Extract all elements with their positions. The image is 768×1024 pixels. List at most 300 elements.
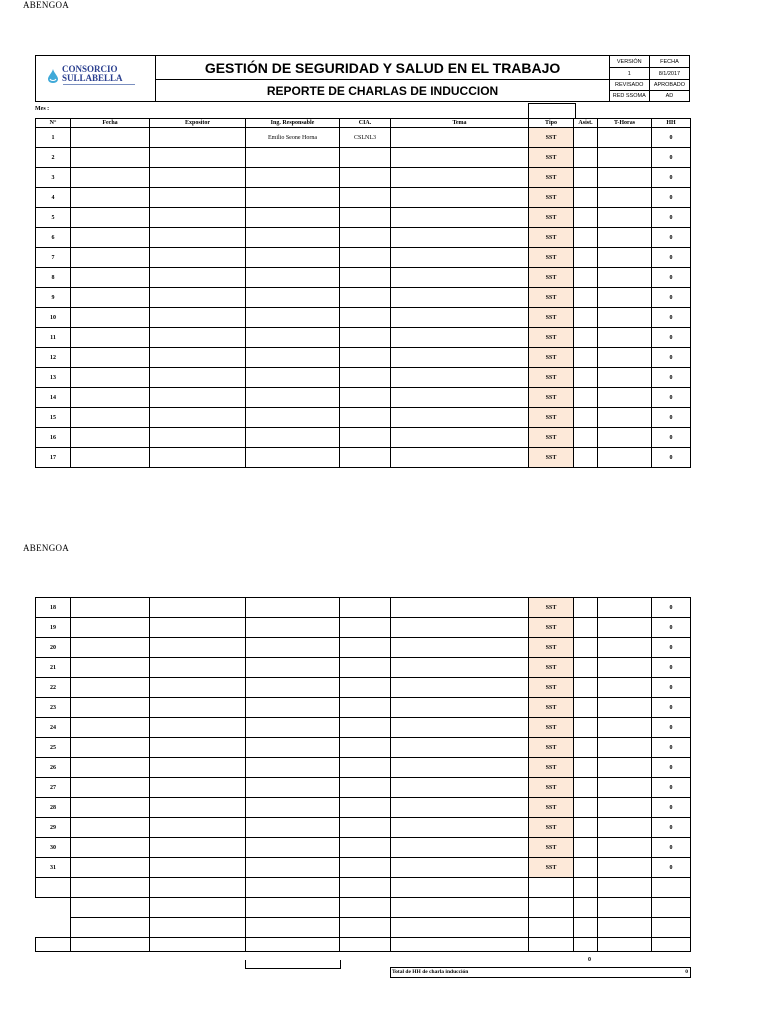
col-hh-cell[interactable]: 0	[652, 838, 691, 858]
col-asist-cell[interactable]	[574, 168, 598, 188]
col-asist-cell[interactable]	[574, 618, 598, 638]
col-tipo-cell[interactable]: SST	[529, 618, 574, 638]
col-fecha-cell[interactable]	[71, 388, 150, 408]
col-fecha-cell[interactable]	[71, 268, 150, 288]
col-numero-cell[interactable]: 2	[36, 148, 71, 168]
col-cia-cell[interactable]	[340, 388, 391, 408]
col-hh-cell[interactable]: 0	[652, 148, 691, 168]
col-cia-cell[interactable]	[340, 898, 391, 918]
col-ing-responsable-cell[interactable]	[246, 838, 340, 858]
col-tipo-cell[interactable]: SST	[529, 838, 574, 858]
col-asist-cell[interactable]	[574, 148, 598, 168]
col-hh-cell[interactable]: 0	[652, 638, 691, 658]
col-t-horas-cell[interactable]	[598, 738, 652, 758]
col-tema-cell[interactable]	[391, 368, 529, 388]
col-fecha-cell[interactable]	[71, 208, 150, 228]
col-hh-cell[interactable]: 0	[652, 268, 691, 288]
col-numero-cell[interactable]: 30	[36, 838, 71, 858]
col-fecha-cell[interactable]	[71, 938, 150, 952]
col-cia-cell[interactable]	[340, 208, 391, 228]
col-asist-cell[interactable]	[574, 248, 598, 268]
col-tipo-cell[interactable]: SST	[529, 128, 574, 148]
col-numero-cell[interactable]: 12	[36, 348, 71, 368]
col-numero-cell[interactable]: 4	[36, 188, 71, 208]
col-tipo-cell[interactable]: SST	[529, 308, 574, 328]
col-numero-cell[interactable]: 27	[36, 778, 71, 798]
col-ing-responsable-cell[interactable]	[246, 738, 340, 758]
col-ing-responsable-cell[interactable]	[246, 368, 340, 388]
col-ing-responsable-cell[interactable]	[246, 208, 340, 228]
col-asist-cell[interactable]	[574, 678, 598, 698]
col-cia-cell[interactable]	[340, 228, 391, 248]
col-ing-responsable-cell[interactable]	[246, 878, 340, 898]
col-fecha-cell[interactable]	[71, 408, 150, 428]
col-ing-responsable-cell[interactable]	[246, 818, 340, 838]
col-t-horas-cell[interactable]	[598, 328, 652, 348]
col-tipo-cell[interactable]: SST	[529, 408, 574, 428]
col-numero-cell[interactable]: 22	[36, 678, 71, 698]
col-tipo-cell[interactable]: SST	[529, 228, 574, 248]
col-tema-cell[interactable]	[391, 698, 529, 718]
col-tema-cell[interactable]	[391, 328, 529, 348]
col-ing-responsable-cell[interactable]	[246, 348, 340, 368]
col-numero-cell[interactable]: 13	[36, 368, 71, 388]
col-hh-cell[interactable]: 0	[652, 288, 691, 308]
col-tipo-cell[interactable]: SST	[529, 168, 574, 188]
col-tipo-cell[interactable]: SST	[529, 348, 574, 368]
col-ing-responsable-cell[interactable]	[246, 448, 340, 468]
col-tema-cell[interactable]	[391, 938, 529, 952]
col-cia-cell[interactable]	[340, 938, 391, 952]
col-cia-cell[interactable]	[340, 818, 391, 838]
col-fecha-cell[interactable]	[71, 838, 150, 858]
col-tipo-cell[interactable]: SST	[529, 598, 574, 618]
col-asist-cell[interactable]	[574, 188, 598, 208]
col-expositor-cell[interactable]	[150, 228, 246, 248]
col-asist-cell[interactable]	[574, 128, 598, 148]
col-expositor-cell[interactable]	[150, 448, 246, 468]
col-expositor-cell[interactable]	[150, 858, 246, 878]
col-tema-cell[interactable]	[391, 878, 529, 898]
col-expositor-cell[interactable]	[150, 638, 246, 658]
col-asist-cell[interactable]	[574, 308, 598, 328]
col-fecha-cell[interactable]	[71, 598, 150, 618]
col-cia-cell[interactable]	[340, 878, 391, 898]
col-asist-cell[interactable]	[574, 878, 598, 898]
col-t-horas-cell[interactable]	[598, 818, 652, 838]
col-ing-responsable-cell[interactable]	[246, 898, 340, 918]
col-ing-responsable-cell[interactable]	[246, 188, 340, 208]
col-tema-cell[interactable]	[391, 348, 529, 368]
col-numero-cell[interactable]: 29	[36, 818, 71, 838]
col-t-horas-cell[interactable]	[598, 308, 652, 328]
col-asist-cell[interactable]	[574, 898, 598, 918]
col-t-horas-cell[interactable]	[598, 428, 652, 448]
col-fecha-cell[interactable]	[71, 918, 150, 938]
col-asist-cell[interactable]	[574, 368, 598, 388]
col-expositor-cell[interactable]	[150, 738, 246, 758]
col-t-horas-cell[interactable]	[598, 188, 652, 208]
col-hh-cell[interactable]: 0	[652, 658, 691, 678]
col-tipo-cell[interactable]: SST	[529, 208, 574, 228]
col-fecha-cell[interactable]	[71, 188, 150, 208]
col-fecha-cell[interactable]	[71, 658, 150, 678]
col-asist-cell[interactable]	[574, 288, 598, 308]
col-asist-cell[interactable]	[574, 938, 598, 952]
col-tema-cell[interactable]	[391, 408, 529, 428]
col-tema-cell[interactable]	[391, 778, 529, 798]
col-cia-cell[interactable]	[340, 738, 391, 758]
col-t-horas-cell[interactable]	[598, 758, 652, 778]
col-ing-responsable-cell[interactable]	[246, 288, 340, 308]
col-asist-cell[interactable]	[574, 858, 598, 878]
col-tipo-cell[interactable]	[529, 938, 574, 952]
col-numero-cell[interactable]: 8	[36, 268, 71, 288]
col-tema-cell[interactable]	[391, 718, 529, 738]
col-ing-responsable-cell[interactable]	[246, 328, 340, 348]
col-ing-responsable-cell[interactable]	[246, 248, 340, 268]
col-tipo-cell[interactable]: SST	[529, 448, 574, 468]
col-cia-cell[interactable]	[340, 148, 391, 168]
col-numero-cell[interactable]: 17	[36, 448, 71, 468]
col-fecha-cell[interactable]	[71, 248, 150, 268]
col-tema-cell[interactable]	[391, 388, 529, 408]
col-ing-responsable-cell[interactable]	[246, 758, 340, 778]
col-tipo-cell[interactable]: SST	[529, 388, 574, 408]
col-asist-cell[interactable]	[574, 638, 598, 658]
col-t-horas-cell[interactable]	[598, 148, 652, 168]
col-tema-cell[interactable]	[391, 288, 529, 308]
col-fecha-cell[interactable]	[71, 638, 150, 658]
col-numero-cell[interactable]: 7	[36, 248, 71, 268]
col-numero-cell[interactable]	[36, 938, 71, 952]
col-hh-cell[interactable]: 0	[652, 678, 691, 698]
col-tipo-cell[interactable]: SST	[529, 148, 574, 168]
col-tipo-cell[interactable]: SST	[529, 738, 574, 758]
col-ing-responsable-cell[interactable]	[246, 618, 340, 638]
col-fecha-cell[interactable]	[71, 618, 150, 638]
col-asist-cell[interactable]	[574, 328, 598, 348]
col-ing-responsable-cell[interactable]	[246, 698, 340, 718]
col-t-horas-cell[interactable]	[598, 368, 652, 388]
col-expositor-cell[interactable]	[150, 388, 246, 408]
col-ing-responsable-cell[interactable]	[246, 658, 340, 678]
col-ing-responsable-cell[interactable]	[246, 638, 340, 658]
col-asist-cell[interactable]	[574, 718, 598, 738]
col-tema-cell[interactable]	[391, 248, 529, 268]
col-cia-cell[interactable]	[340, 858, 391, 878]
col-hh-cell[interactable]: 0	[652, 798, 691, 818]
col-expositor-cell[interactable]	[150, 778, 246, 798]
col-fecha-cell[interactable]	[71, 678, 150, 698]
col-ing-responsable-cell[interactable]	[246, 718, 340, 738]
col-numero-cell[interactable]: 11	[36, 328, 71, 348]
col-cia-cell[interactable]	[340, 698, 391, 718]
col-tema-cell[interactable]	[391, 208, 529, 228]
col-t-horas-cell[interactable]	[598, 388, 652, 408]
col-tema-cell[interactable]	[391, 898, 529, 918]
col-hh-cell[interactable]: 0	[652, 598, 691, 618]
col-expositor-cell[interactable]	[150, 798, 246, 818]
col-fecha-cell[interactable]	[71, 288, 150, 308]
col-expositor-cell[interactable]	[150, 718, 246, 738]
col-ing-responsable-cell[interactable]	[246, 938, 340, 952]
col-tema-cell[interactable]	[391, 428, 529, 448]
col-numero-cell[interactable]: 18	[36, 598, 71, 618]
col-fecha-cell[interactable]	[71, 778, 150, 798]
col-fecha-cell[interactable]	[71, 308, 150, 328]
col-numero-cell[interactable]: 24	[36, 718, 71, 738]
col-tema-cell[interactable]	[391, 268, 529, 288]
col-expositor-cell[interactable]	[150, 188, 246, 208]
col-tipo-cell[interactable]: SST	[529, 248, 574, 268]
col-expositor-cell[interactable]	[150, 878, 246, 898]
col-expositor-cell[interactable]	[150, 348, 246, 368]
col-cia-cell[interactable]: CSLNL3	[340, 128, 391, 148]
col-tipo-cell[interactable]: SST	[529, 778, 574, 798]
col-tema-cell[interactable]	[391, 618, 529, 638]
col-ing-responsable-cell[interactable]	[246, 678, 340, 698]
col-tema-cell[interactable]	[391, 638, 529, 658]
col-hh-cell[interactable]: 0	[652, 618, 691, 638]
col-asist-cell[interactable]	[574, 758, 598, 778]
col-cia-cell[interactable]	[340, 658, 391, 678]
col-t-horas-cell[interactable]	[598, 678, 652, 698]
col-tipo-cell[interactable]: SST	[529, 328, 574, 348]
col-expositor-cell[interactable]	[150, 838, 246, 858]
col-cia-cell[interactable]	[340, 408, 391, 428]
col-cia-cell[interactable]	[340, 838, 391, 858]
col-tipo-cell[interactable]: SST	[529, 718, 574, 738]
col-fecha-cell[interactable]	[71, 148, 150, 168]
col-expositor-cell[interactable]	[150, 598, 246, 618]
col-tipo-cell[interactable]: SST	[529, 858, 574, 878]
col-ing-responsable-cell[interactable]	[246, 408, 340, 428]
col-cia-cell[interactable]	[340, 288, 391, 308]
col-expositor-cell[interactable]	[150, 758, 246, 778]
col-numero-cell[interactable]: 16	[36, 428, 71, 448]
col-numero-cell[interactable]: 15	[36, 408, 71, 428]
col-tema-cell[interactable]	[391, 738, 529, 758]
col-numero-cell[interactable]	[36, 898, 71, 918]
col-tipo-cell[interactable]: SST	[529, 678, 574, 698]
col-t-horas-cell[interactable]	[598, 838, 652, 858]
col-numero-cell[interactable]: 25	[36, 738, 71, 758]
col-expositor-cell[interactable]	[150, 328, 246, 348]
col-expositor-cell[interactable]	[150, 618, 246, 638]
col-expositor-cell[interactable]	[150, 898, 246, 918]
col-tema-cell[interactable]	[391, 818, 529, 838]
col-tema-cell[interactable]	[391, 678, 529, 698]
col-cia-cell[interactable]	[340, 348, 391, 368]
col-cia-cell[interactable]	[340, 168, 391, 188]
col-fecha-cell[interactable]	[71, 798, 150, 818]
col-fecha-cell[interactable]	[71, 858, 150, 878]
col-ing-responsable-cell[interactable]	[246, 228, 340, 248]
col-hh-cell[interactable]	[652, 918, 691, 938]
col-ing-responsable-cell[interactable]	[246, 168, 340, 188]
col-asist-cell[interactable]	[574, 738, 598, 758]
col-t-horas-cell[interactable]	[598, 288, 652, 308]
col-hh-cell[interactable]: 0	[652, 388, 691, 408]
col-cia-cell[interactable]	[340, 368, 391, 388]
col-t-horas-cell[interactable]	[598, 698, 652, 718]
col-expositor-cell[interactable]	[150, 268, 246, 288]
col-tema-cell[interactable]	[391, 918, 529, 938]
col-tipo-cell[interactable]	[529, 898, 574, 918]
col-fecha-cell[interactable]	[71, 718, 150, 738]
col-tema-cell[interactable]	[391, 658, 529, 678]
col-t-horas-cell[interactable]	[598, 878, 652, 898]
col-hh-cell[interactable]: 0	[652, 738, 691, 758]
col-expositor-cell[interactable]	[150, 678, 246, 698]
col-asist-cell[interactable]	[574, 838, 598, 858]
col-expositor-cell[interactable]	[150, 818, 246, 838]
col-t-horas-cell[interactable]	[598, 658, 652, 678]
col-tipo-cell[interactable]	[529, 918, 574, 938]
col-tema-cell[interactable]	[391, 758, 529, 778]
col-asist-cell[interactable]	[574, 798, 598, 818]
col-t-horas-cell[interactable]	[598, 618, 652, 638]
col-tema-cell[interactable]	[391, 598, 529, 618]
col-ing-responsable-cell[interactable]	[246, 268, 340, 288]
col-expositor-cell[interactable]	[150, 248, 246, 268]
col-numero-cell[interactable]: 19	[36, 618, 71, 638]
col-fecha-cell[interactable]	[71, 328, 150, 348]
col-ing-responsable-cell[interactable]	[246, 918, 340, 938]
col-hh-cell[interactable]: 0	[652, 758, 691, 778]
col-t-horas-cell[interactable]	[598, 798, 652, 818]
col-cia-cell[interactable]	[340, 428, 391, 448]
col-tema-cell[interactable]	[391, 838, 529, 858]
col-tema-cell[interactable]	[391, 128, 529, 148]
col-tipo-cell[interactable]	[529, 878, 574, 898]
col-numero-cell[interactable]: 9	[36, 288, 71, 308]
col-hh-cell[interactable]: 0	[652, 408, 691, 428]
col-fecha-cell[interactable]	[71, 698, 150, 718]
col-hh-cell[interactable]: 0	[652, 128, 691, 148]
col-hh-cell[interactable]	[652, 898, 691, 918]
col-cia-cell[interactable]	[340, 448, 391, 468]
col-cia-cell[interactable]	[340, 248, 391, 268]
col-expositor-cell[interactable]	[150, 288, 246, 308]
col-t-horas-cell[interactable]	[598, 208, 652, 228]
col-numero-cell[interactable]: 3	[36, 168, 71, 188]
col-tema-cell[interactable]	[391, 168, 529, 188]
col-hh-cell[interactable]: 0	[652, 188, 691, 208]
col-tema-cell[interactable]	[391, 858, 529, 878]
col-expositor-cell[interactable]	[150, 208, 246, 228]
col-expositor-cell[interactable]	[150, 168, 246, 188]
col-hh-cell[interactable]: 0	[652, 818, 691, 838]
col-hh-cell[interactable]: 0	[652, 858, 691, 878]
col-numero-cell[interactable]	[36, 878, 71, 898]
col-hh-cell[interactable]: 0	[652, 368, 691, 388]
col-fecha-cell[interactable]	[71, 368, 150, 388]
col-t-horas-cell[interactable]	[598, 348, 652, 368]
col-tipo-cell[interactable]: SST	[529, 288, 574, 308]
col-t-horas-cell[interactable]	[598, 918, 652, 938]
col-ing-responsable-cell[interactable]: Emilio Seone Horna	[246, 128, 340, 148]
col-hh-cell[interactable]: 0	[652, 448, 691, 468]
col-t-horas-cell[interactable]	[598, 598, 652, 618]
col-expositor-cell[interactable]	[150, 148, 246, 168]
col-tipo-cell[interactable]: SST	[529, 428, 574, 448]
col-tipo-cell[interactable]: SST	[529, 368, 574, 388]
col-asist-cell[interactable]	[574, 448, 598, 468]
col-tipo-cell[interactable]: SST	[529, 798, 574, 818]
col-numero-cell[interactable]	[36, 918, 71, 938]
col-fecha-cell[interactable]	[71, 168, 150, 188]
col-numero-cell[interactable]: 20	[36, 638, 71, 658]
col-ing-responsable-cell[interactable]	[246, 598, 340, 618]
col-fecha-cell[interactable]	[71, 898, 150, 918]
col-hh-cell[interactable]: 0	[652, 778, 691, 798]
col-hh-cell[interactable]: 0	[652, 248, 691, 268]
col-t-horas-cell[interactable]	[598, 168, 652, 188]
col-asist-cell[interactable]	[574, 408, 598, 428]
col-cia-cell[interactable]	[340, 328, 391, 348]
col-asist-cell[interactable]	[574, 208, 598, 228]
col-asist-cell[interactable]	[574, 698, 598, 718]
col-hh-cell[interactable]: 0	[652, 168, 691, 188]
col-t-horas-cell[interactable]	[598, 448, 652, 468]
col-ing-responsable-cell[interactable]	[246, 778, 340, 798]
col-t-horas-cell[interactable]	[598, 938, 652, 952]
col-t-horas-cell[interactable]	[598, 718, 652, 738]
col-ing-responsable-cell[interactable]	[246, 388, 340, 408]
col-asist-cell[interactable]	[574, 658, 598, 678]
col-cia-cell[interactable]	[340, 918, 391, 938]
col-expositor-cell[interactable]	[150, 698, 246, 718]
col-hh-cell[interactable]: 0	[652, 308, 691, 328]
col-numero-cell[interactable]: 5	[36, 208, 71, 228]
col-hh-cell[interactable]: 0	[652, 328, 691, 348]
col-expositor-cell[interactable]	[150, 408, 246, 428]
col-hh-cell[interactable]: 0	[652, 348, 691, 368]
col-cia-cell[interactable]	[340, 308, 391, 328]
col-tema-cell[interactable]	[391, 228, 529, 248]
col-expositor-cell[interactable]	[150, 128, 246, 148]
col-fecha-cell[interactable]	[71, 228, 150, 248]
col-asist-cell[interactable]	[574, 348, 598, 368]
col-asist-cell[interactable]	[574, 778, 598, 798]
col-hh-cell[interactable]: 0	[652, 208, 691, 228]
col-asist-cell[interactable]	[574, 918, 598, 938]
col-cia-cell[interactable]	[340, 778, 391, 798]
col-tema-cell[interactable]	[391, 308, 529, 328]
col-cia-cell[interactable]	[340, 268, 391, 288]
col-cia-cell[interactable]	[340, 758, 391, 778]
col-expositor-cell[interactable]	[150, 918, 246, 938]
col-tema-cell[interactable]	[391, 188, 529, 208]
col-cia-cell[interactable]	[340, 598, 391, 618]
col-cia-cell[interactable]	[340, 798, 391, 818]
col-cia-cell[interactable]	[340, 618, 391, 638]
col-fecha-cell[interactable]	[71, 348, 150, 368]
col-ing-responsable-cell[interactable]	[246, 858, 340, 878]
col-numero-cell[interactable]: 10	[36, 308, 71, 328]
col-hh-cell[interactable]: 0	[652, 698, 691, 718]
col-fecha-cell[interactable]	[71, 448, 150, 468]
col-numero-cell[interactable]: 28	[36, 798, 71, 818]
col-tipo-cell[interactable]: SST	[529, 698, 574, 718]
col-tipo-cell[interactable]: SST	[529, 758, 574, 778]
col-fecha-cell[interactable]	[71, 428, 150, 448]
col-fecha-cell[interactable]	[71, 878, 150, 898]
col-hh-cell[interactable]: 0	[652, 428, 691, 448]
col-fecha-cell[interactable]	[71, 758, 150, 778]
